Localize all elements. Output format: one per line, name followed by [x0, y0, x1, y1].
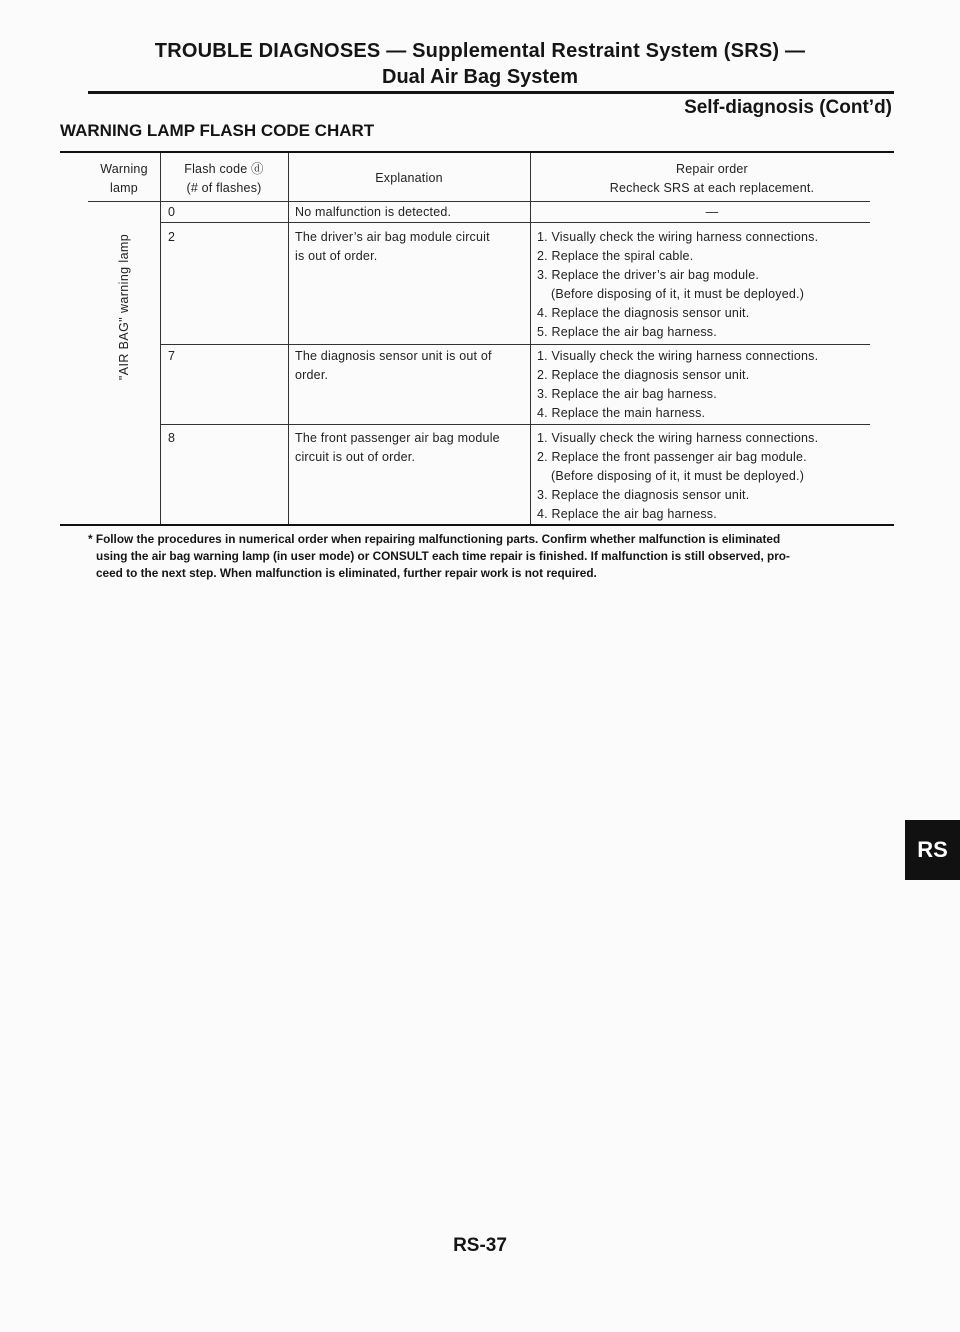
- repair-8: 1. Visually check the wiring harness connections. 2. Replace the front passenger air bag module. (Before disposing of it, it must be deployed.) 3. Replace the diagnosis sensor unit. 4. Replace the air bag harness.: [537, 431, 819, 521]
- section-tab: RS: [905, 820, 960, 880]
- repair-0: —: [705, 205, 719, 219]
- explanation-0: No malfunction is detected.: [295, 205, 452, 219]
- page-number: RS-37: [453, 1235, 507, 1256]
- column-rule: [160, 153, 161, 524]
- table-top-rule: [60, 151, 894, 153]
- repair-2: 1. Visually check the wiring harness connections. 2. Replace the spiral cable. 3. Replace the driver’s air bag module. (Before disposing of it, it must be deployed.) 4. Replace the diagnosis sensor unit. 5. Replace the air bag harness.: [537, 230, 819, 339]
- explanation-7: The diagnosis sensor unit is out of order.: [295, 349, 492, 382]
- title-rule: [88, 91, 894, 94]
- page-subtitle: Dual Air Bag System: [382, 66, 578, 88]
- flash-code-8: 8: [168, 431, 176, 445]
- procedure-note: * Follow the procedures in numerical order when repairing malfunctioning parts. Confirm whether malfunction is eliminated using the air bag warning lamp (in user mode) or CONSULT each time repair is finished. If malfunction is still observed, pro- ceed to the next step. When malfunction is eliminated, further repair work is not required.: [88, 532, 790, 580]
- flash-code-2: 2: [168, 230, 176, 244]
- page-title: TROUBLE DIAGNOSES — Supplemental Restraint System (SRS) —: [154, 40, 806, 62]
- header-rule: [88, 201, 870, 202]
- header-explanation: Explanation: [375, 171, 443, 185]
- explanation-2: The driver’s air bag module circuit is out of order.: [295, 230, 490, 263]
- flash-code-0: 0: [168, 205, 176, 219]
- flash-code-7: 7: [168, 349, 176, 363]
- header-warning-lamp: Warning lamp: [100, 162, 148, 195]
- row-rule: [160, 222, 870, 223]
- column-rule: [288, 153, 289, 524]
- header-flash-code: Flash code ⓓ (# of flashes): [184, 162, 264, 195]
- table-bottom-rule: [60, 524, 894, 526]
- chart-title: WARNING LAMP FLASH CODE CHART: [60, 121, 375, 140]
- explanation-8: The front passenger air bag module circuit is out of order.: [295, 431, 500, 464]
- section-title: Self-diagnosis (Cont’d): [684, 97, 892, 118]
- repair-7: 1. Visually check the wiring harness connections. 2. Replace the diagnosis sensor unit. 3. Replace the air bag harness. 4. Replace the main harness.: [537, 349, 819, 420]
- lamp-label: "AIR BAG" warning lamp: [117, 233, 131, 381]
- row-rule: [160, 424, 870, 425]
- row-rule: [160, 344, 870, 345]
- header-repair-order: Repair order Recheck SRS at each replacement.: [609, 162, 815, 195]
